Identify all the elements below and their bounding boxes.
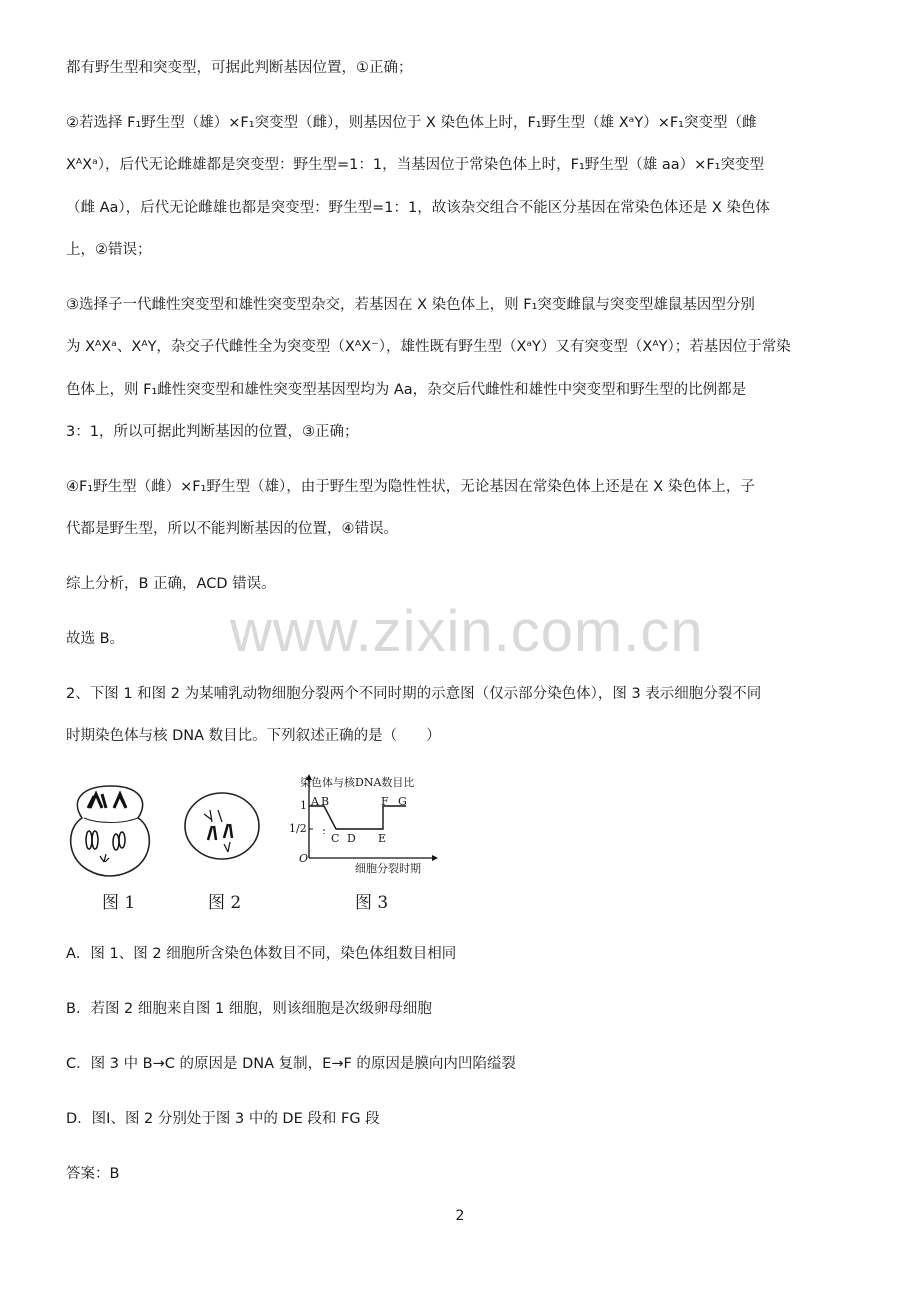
option-c: C．图 3 中 B→C 的原因是 DNA 复制，E→F 的原因是膜向内凹陷缢裂	[66, 1056, 516, 1072]
figure-3-ylabel: 染色体与核DNA数目比	[300, 776, 415, 789]
point-label: D	[347, 832, 356, 845]
text-line: 代都是野生型，所以不能判断基因的位置，④错误。	[66, 521, 398, 537]
text-line: 3：1，所以可据此判断基因的位置，③正确；	[66, 424, 359, 440]
option-d: D．图Ⅰ、图 2 分别处于图 3 中的 DE 段和 FG 段	[66, 1111, 380, 1127]
point-label: A	[311, 795, 319, 808]
figure-3-yhalf: 1/2	[289, 822, 307, 835]
point-label: E	[378, 832, 387, 845]
page-number: 2	[455, 1208, 465, 1224]
text-line: ②若选择 F₁野生型（雄）×F₁突变型（雌），则基因位于 X 染色体上时，F₁野生型（雄 XᵃY）×F₁突变型（雌	[66, 115, 757, 131]
question-line: 2、下图 1 和图 2 为某哺乳动物细胞分裂两个不同时期的示意图（仅示部分染色体），图 3 表示细胞分裂不同	[66, 686, 762, 702]
text-line: XᴬXᵃ），后代无论雌雄都是突变型：野生型=1：1，当基因位于常染色体上时，F₁野生型（雄 aa）×F₁突变型	[66, 157, 764, 173]
text-line: 上，②错误；	[66, 242, 152, 258]
point-label: F	[381, 795, 389, 808]
text-line: 综上分析，B 正确，ACD 错误。	[66, 576, 276, 592]
text-line: （雌 Aa），后代无论雌雄也都是突变型：野生型=1：1，故该杂交组合不能区分基因在常染色体还是 X 染色体	[66, 200, 770, 216]
option-b: B．若图 2 细胞来自图 1 细胞，则该细胞是次级卵母细胞	[66, 1001, 432, 1017]
figure-1-caption: 图 1	[102, 893, 136, 913]
watermark: www.zixin.com.cn	[230, 599, 704, 664]
text-line: ③选择子一代雌性突变型和雄性突变型杂交，若基因在 X 染色体上，则 F₁突变雌鼠与突变型雄鼠基因型分别	[66, 297, 755, 313]
figure-2-cell	[182, 790, 262, 862]
figure-3-origin: O	[299, 852, 309, 865]
figure-3-xlabel: 细胞分裂时期	[355, 862, 421, 875]
answer-line: 答案：B	[66, 1166, 120, 1182]
figure-2-caption: 图 2	[208, 893, 242, 913]
figure-3-y1: 1	[300, 799, 307, 812]
point-label: B	[321, 795, 330, 808]
text-line: 都有野生型和突变型，可据此判断基因位置，①正确；	[66, 60, 413, 76]
figure-3-caption: 图 3	[355, 893, 389, 913]
text-line: 故选 B。	[66, 631, 125, 647]
text-line: ④F₁野生型（雌）×F₁野生型（雄），由于野生型为隐性性状，无论基因在常染色体上还是在 X 染色体上，子	[66, 479, 755, 495]
question-line: 时期染色体与核 DNA 数目比。下列叙述正确的是（ ）	[66, 728, 441, 744]
text-line: 为 XᴬXᵃ、XᴬY，杂交子代雌性全为突变型（XᴬX⁻），雄性既有野生型（XᵃY）又有突变型（XᴬY）；若基因位于常染	[66, 339, 791, 355]
point-label: G	[398, 795, 407, 808]
point-label: C	[331, 832, 340, 845]
text-line: 色体上，则 F₁雌性突变型和雄性突变型基因型均为 Aa，杂交后代雌性和雄性中突变型和野生型的比例都是	[66, 382, 747, 398]
figure-1-cell	[62, 780, 160, 880]
option-a: A．图 1、图 2 细胞所含染色体数目不同，染色体组数目相同	[66, 946, 457, 962]
